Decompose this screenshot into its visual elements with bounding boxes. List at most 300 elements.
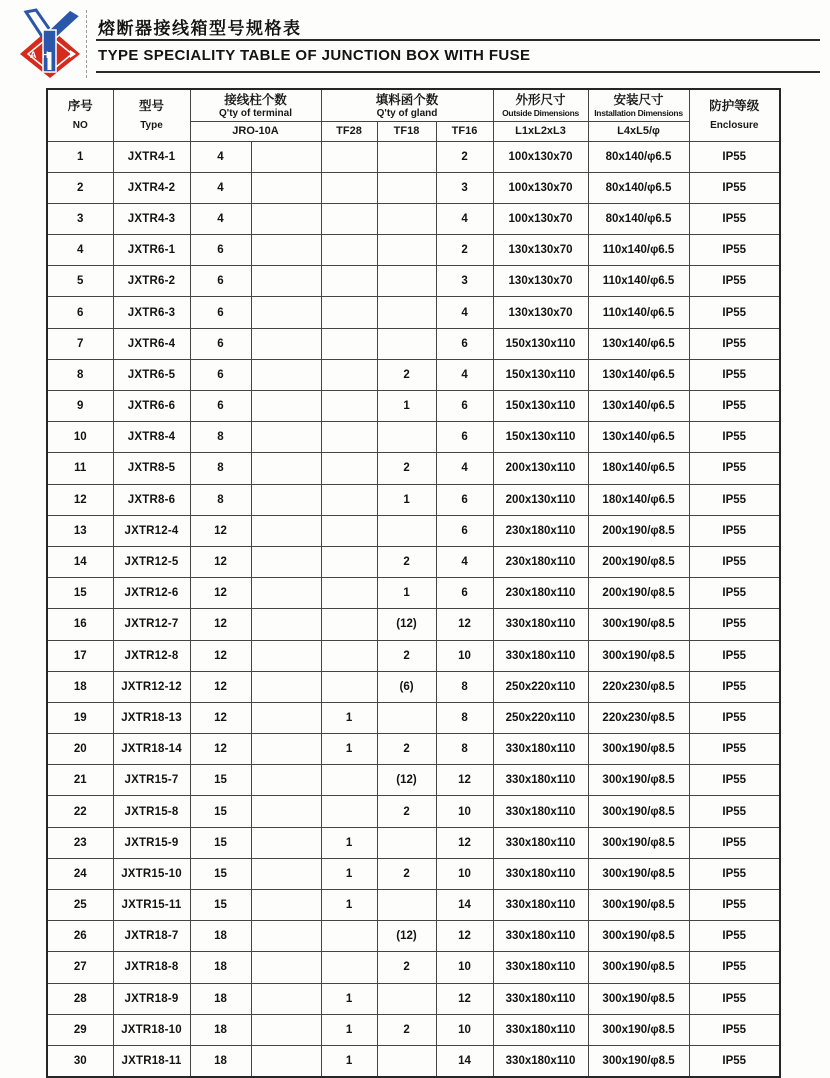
- cell-tf18: 1: [377, 484, 436, 515]
- cell-terminal: 4: [190, 172, 251, 203]
- cell-type: JXTR15-10: [113, 858, 190, 889]
- cell-enclosure: IP55: [689, 422, 780, 453]
- cell-no: 10: [47, 422, 113, 453]
- cell-tf28: [321, 484, 377, 515]
- cell-no: 6: [47, 297, 113, 328]
- cell-terminal: 15: [190, 858, 251, 889]
- cell-install-dim: 300x190/φ8.5: [588, 1045, 689, 1077]
- cell-tf16: 2: [436, 235, 493, 266]
- cell-terminal: 18: [190, 1045, 251, 1077]
- cell-tf16: 14: [436, 890, 493, 921]
- title-rule-top: [96, 39, 820, 41]
- cell-outside-dim: 330x180x110: [493, 640, 588, 671]
- header-terminal: [190, 89, 321, 121]
- cell-no: 17: [47, 640, 113, 671]
- header-enclosure-zh: 防护等级: [709, 98, 760, 113]
- header-terminal-sub: JRO-10A: [190, 121, 321, 141]
- header-terminal-en: Q'ty of terminal: [219, 107, 292, 119]
- cell-type: JXTR8-5: [113, 453, 190, 484]
- cell-tf28: [321, 578, 377, 609]
- cell-install-dim: 300x190/φ8.5: [588, 640, 689, 671]
- cell-enclosure: IP55: [689, 235, 780, 266]
- cell-type: JXTR18-9: [113, 983, 190, 1014]
- cell-terminal-b: [251, 515, 321, 546]
- cell-outside-dim: 150x130x110: [493, 359, 588, 390]
- cell-tf28: [321, 546, 377, 577]
- cell-tf28: [321, 359, 377, 390]
- table-row: [47, 1014, 780, 1045]
- cell-tf28: [321, 640, 377, 671]
- cell-type: JXTR18-11: [113, 1045, 190, 1077]
- cell-type: JXTR6-3: [113, 297, 190, 328]
- cell-tf18: [377, 827, 436, 858]
- table-row: [47, 983, 780, 1014]
- cell-terminal: 6: [190, 359, 251, 390]
- cell-terminal: 6: [190, 328, 251, 359]
- cell-outside-dim: 330x180x110: [493, 734, 588, 765]
- cell-terminal: 4: [190, 141, 251, 172]
- svg-text:H: H: [42, 50, 49, 60]
- page-title-zh: 熔断器接线箱型号规格表: [98, 19, 302, 38]
- cell-terminal: 6: [190, 235, 251, 266]
- cell-tf16: 12: [436, 827, 493, 858]
- cell-enclosure: IP55: [689, 734, 780, 765]
- cell-tf28: 1: [321, 734, 377, 765]
- cell-install-dim: 300x190/φ8.5: [588, 827, 689, 858]
- table-row: [47, 952, 780, 983]
- table-row: [47, 765, 780, 796]
- cell-tf18: [377, 172, 436, 203]
- cell-terminal-b: [251, 640, 321, 671]
- cell-terminal: 15: [190, 796, 251, 827]
- cell-terminal-b: [251, 266, 321, 297]
- table-row: [47, 609, 780, 640]
- cell-enclosure: IP55: [689, 359, 780, 390]
- cell-tf18: 2: [377, 1014, 436, 1045]
- header-dashed-divider: [86, 10, 87, 78]
- cell-terminal-b: [251, 983, 321, 1014]
- cell-tf16: 6: [436, 391, 493, 422]
- cell-terminal-b: [251, 391, 321, 422]
- cell-tf18: 2: [377, 734, 436, 765]
- header-gland-zh: 填料函个数: [375, 92, 439, 107]
- cell-install-dim: 80x140/φ6.5: [588, 203, 689, 234]
- table-row: [47, 359, 780, 390]
- cell-enclosure: IP55: [689, 827, 780, 858]
- cell-terminal-b: [251, 858, 321, 889]
- cell-type: JXTR6-1: [113, 235, 190, 266]
- cell-terminal: 6: [190, 391, 251, 422]
- table-row: [47, 172, 780, 203]
- cell-tf18: [377, 983, 436, 1014]
- cell-terminal: 4: [190, 203, 251, 234]
- header-no: [47, 89, 113, 141]
- cell-tf16: 10: [436, 796, 493, 827]
- cell-tf28: 1: [321, 1014, 377, 1045]
- cell-terminal: 12: [190, 609, 251, 640]
- cell-terminal: 12: [190, 734, 251, 765]
- cell-tf16: 3: [436, 172, 493, 203]
- cell-install-dim: 300x190/φ8.5: [588, 890, 689, 921]
- cell-tf18: 2: [377, 952, 436, 983]
- cell-tf16: 12: [436, 609, 493, 640]
- cell-outside-dim: 250x220x110: [493, 671, 588, 702]
- header-gland: [321, 89, 493, 121]
- cell-outside-dim: 130x130x70: [493, 297, 588, 328]
- cell-no: 24: [47, 858, 113, 889]
- cell-no: 4: [47, 235, 113, 266]
- cell-enclosure: IP55: [689, 1014, 780, 1045]
- table-row: [47, 921, 780, 952]
- cell-tf18: [377, 141, 436, 172]
- cell-tf28: [321, 297, 377, 328]
- cell-outside-dim: 230x180x110: [493, 515, 588, 546]
- table-row: [47, 328, 780, 359]
- cell-install-dim: 300x190/φ8.5: [588, 765, 689, 796]
- table-row: [47, 484, 780, 515]
- table-row: [47, 515, 780, 546]
- cell-type: JXTR12-7: [113, 609, 190, 640]
- cell-install-dim: 300x190/φ8.5: [588, 796, 689, 827]
- cell-tf28: 1: [321, 890, 377, 921]
- cell-outside-dim: 330x180x110: [493, 858, 588, 889]
- cell-enclosure: IP55: [689, 702, 780, 733]
- cell-enclosure: IP55: [689, 546, 780, 577]
- table-row: [47, 671, 780, 702]
- cell-type: JXTR8-6: [113, 484, 190, 515]
- cell-terminal: 12: [190, 546, 251, 577]
- cell-no: 5: [47, 266, 113, 297]
- cell-tf28: [321, 796, 377, 827]
- cell-enclosure: IP55: [689, 141, 780, 172]
- table-row: [47, 546, 780, 577]
- table-row: [47, 796, 780, 827]
- cell-tf28: 1: [321, 983, 377, 1014]
- cell-tf16: 8: [436, 734, 493, 765]
- cell-tf16: 4: [436, 297, 493, 328]
- cell-enclosure: IP55: [689, 858, 780, 889]
- cell-tf28: [321, 453, 377, 484]
- cell-outside-dim: 200x130x110: [493, 453, 588, 484]
- table-row: [47, 827, 780, 858]
- cell-install-dim: 130x140/φ6.5: [588, 328, 689, 359]
- cell-tf18: 2: [377, 858, 436, 889]
- cell-no: 9: [47, 391, 113, 422]
- cell-tf18: (6): [377, 671, 436, 702]
- cell-tf28: [321, 391, 377, 422]
- header-gland-en: Q'ty of gland: [376, 107, 438, 119]
- header-gland-sub-tf16: TF16: [436, 121, 493, 141]
- cell-no: 11: [47, 453, 113, 484]
- cell-install-dim: 300x190/φ8.5: [588, 734, 689, 765]
- cell-terminal: 15: [190, 765, 251, 796]
- cell-tf28: [321, 765, 377, 796]
- cell-tf16: 4: [436, 546, 493, 577]
- cell-install-dim: 300x190/φ8.5: [588, 952, 689, 983]
- cell-type: JXTR6-5: [113, 359, 190, 390]
- header-type: [113, 89, 190, 141]
- cell-outside-dim: 130x130x70: [493, 235, 588, 266]
- cell-type: JXTR12-5: [113, 546, 190, 577]
- cell-tf16: 10: [436, 952, 493, 983]
- cell-tf18: 1: [377, 578, 436, 609]
- cell-outside-dim: 330x180x110: [493, 921, 588, 952]
- cell-no: 28: [47, 983, 113, 1014]
- header-outside-sub: L1xL2xL3: [493, 121, 588, 141]
- cell-terminal-b: [251, 1045, 321, 1077]
- header-outside-zh: 外形尺寸: [515, 93, 566, 108]
- cell-tf28: 1: [321, 1045, 377, 1077]
- cell-install-dim: 220x230/φ8.5: [588, 671, 689, 702]
- cell-install-dim: 110x140/φ6.5: [588, 266, 689, 297]
- header-no-en: NO: [72, 119, 88, 131]
- table-body: [47, 141, 780, 1077]
- cell-terminal-b: [251, 484, 321, 515]
- cell-terminal-b: [251, 890, 321, 921]
- header-no-zh: 序号: [67, 98, 93, 113]
- cell-terminal-b: [251, 141, 321, 172]
- header-type-en: Type: [140, 119, 163, 131]
- cell-no: 23: [47, 827, 113, 858]
- cell-install-dim: 130x140/φ6.5: [588, 422, 689, 453]
- cell-outside-dim: 330x180x110: [493, 765, 588, 796]
- cell-outside-dim: 330x180x110: [493, 796, 588, 827]
- cell-terminal-b: [251, 827, 321, 858]
- cell-no: 26: [47, 921, 113, 952]
- cell-tf16: 12: [436, 765, 493, 796]
- cell-terminal: 12: [190, 671, 251, 702]
- cell-outside-dim: 100x130x70: [493, 172, 588, 203]
- cell-tf28: [321, 235, 377, 266]
- cell-enclosure: IP55: [689, 578, 780, 609]
- cell-type: JXTR6-4: [113, 328, 190, 359]
- cell-enclosure: IP55: [689, 1045, 780, 1077]
- cell-enclosure: IP55: [689, 890, 780, 921]
- cell-enclosure: IP55: [689, 297, 780, 328]
- cell-tf18: [377, 328, 436, 359]
- header-install: [588, 89, 689, 121]
- cell-terminal-b: [251, 359, 321, 390]
- cell-tf16: 4: [436, 203, 493, 234]
- cell-install-dim: 110x140/φ6.5: [588, 297, 689, 328]
- cell-tf18: (12): [377, 609, 436, 640]
- cell-outside-dim: 100x130x70: [493, 141, 588, 172]
- cell-type: JXTR12-8: [113, 640, 190, 671]
- cell-enclosure: IP55: [689, 203, 780, 234]
- cell-outside-dim: 230x180x110: [493, 546, 588, 577]
- cell-terminal-b: [251, 702, 321, 733]
- cell-install-dim: 130x140/φ6.5: [588, 391, 689, 422]
- cell-terminal-b: [251, 546, 321, 577]
- cell-install-dim: 180x140/φ6.5: [588, 484, 689, 515]
- cell-tf28: [321, 921, 377, 952]
- cell-tf16: 2: [436, 141, 493, 172]
- cell-terminal: 8: [190, 422, 251, 453]
- header-enclosure: [689, 89, 780, 141]
- header-gland-sub-tf18: TF18: [377, 121, 436, 141]
- cell-tf18: 2: [377, 640, 436, 671]
- cell-no: 2: [47, 172, 113, 203]
- cell-install-dim: 300x190/φ8.5: [588, 1014, 689, 1045]
- cell-type: JXTR12-6: [113, 578, 190, 609]
- cell-enclosure: IP55: [689, 796, 780, 827]
- table-row: [47, 453, 780, 484]
- cell-no: 16: [47, 609, 113, 640]
- cell-outside-dim: 330x180x110: [493, 1045, 588, 1077]
- cell-install-dim: 300x190/φ8.5: [588, 858, 689, 889]
- cell-terminal: 18: [190, 921, 251, 952]
- table-row: [47, 422, 780, 453]
- header-install-zh: 安装尺寸: [613, 93, 664, 108]
- cell-terminal-b: [251, 297, 321, 328]
- cell-type: JXTR18-10: [113, 1014, 190, 1045]
- table-row: [47, 578, 780, 609]
- cell-no: 20: [47, 734, 113, 765]
- cell-tf28: [321, 266, 377, 297]
- cell-install-dim: 80x140/φ6.5: [588, 172, 689, 203]
- cell-install-dim: 220x230/φ8.5: [588, 702, 689, 733]
- cell-tf16: 12: [436, 983, 493, 1014]
- cell-outside-dim: 330x180x110: [493, 983, 588, 1014]
- cell-tf28: 1: [321, 858, 377, 889]
- cell-terminal-b: [251, 422, 321, 453]
- cell-enclosure: IP55: [689, 640, 780, 671]
- header-outside-en: Outside Dimensions: [502, 108, 579, 119]
- cell-enclosure: IP55: [689, 515, 780, 546]
- cell-type: JXTR15-11: [113, 890, 190, 921]
- cell-enclosure: IP55: [689, 609, 780, 640]
- cell-no: 25: [47, 890, 113, 921]
- cell-type: JXTR4-3: [113, 203, 190, 234]
- cell-outside-dim: 100x130x70: [493, 203, 588, 234]
- cell-type: JXTR8-4: [113, 422, 190, 453]
- cell-tf18: 2: [377, 796, 436, 827]
- cell-terminal-b: [251, 203, 321, 234]
- table-row: [47, 266, 780, 297]
- cell-outside-dim: 200x130x110: [493, 484, 588, 515]
- cell-tf16: 4: [436, 359, 493, 390]
- cell-type: JXTR15-9: [113, 827, 190, 858]
- table-row: [47, 1045, 780, 1077]
- cell-no: 19: [47, 702, 113, 733]
- cell-outside-dim: 150x130x110: [493, 391, 588, 422]
- cell-terminal: 6: [190, 297, 251, 328]
- cell-tf18: [377, 422, 436, 453]
- cell-tf18: (12): [377, 921, 436, 952]
- cell-terminal: 12: [190, 578, 251, 609]
- cell-terminal-b: [251, 796, 321, 827]
- cell-outside-dim: 250x220x110: [493, 702, 588, 733]
- cell-tf28: [321, 952, 377, 983]
- table-row: [47, 734, 780, 765]
- cell-tf18: [377, 890, 436, 921]
- cell-enclosure: IP55: [689, 484, 780, 515]
- header-type-zh: 型号: [138, 98, 164, 113]
- cell-no: 29: [47, 1014, 113, 1045]
- spec-table: [46, 88, 781, 1078]
- cell-tf16: 12: [436, 921, 493, 952]
- cell-terminal: 18: [190, 983, 251, 1014]
- cell-outside-dim: 330x180x110: [493, 609, 588, 640]
- cell-terminal-b: [251, 1014, 321, 1045]
- cell-tf18: [377, 203, 436, 234]
- cell-tf16: 14: [436, 1045, 493, 1077]
- cell-enclosure: IP55: [689, 266, 780, 297]
- cell-tf18: [377, 235, 436, 266]
- cell-outside-dim: 150x130x110: [493, 328, 588, 359]
- cell-no: 13: [47, 515, 113, 546]
- cell-terminal-b: [251, 453, 321, 484]
- table-row: [47, 297, 780, 328]
- cell-tf28: [321, 203, 377, 234]
- cell-type: JXTR12-12: [113, 671, 190, 702]
- cell-type: JXTR18-8: [113, 952, 190, 983]
- cell-tf18: [377, 266, 436, 297]
- cell-install-dim: 200x190/φ8.5: [588, 578, 689, 609]
- cell-install-dim: 80x140/φ6.5: [588, 141, 689, 172]
- cell-type: JXTR15-7: [113, 765, 190, 796]
- cell-install-dim: 200x190/φ8.5: [588, 515, 689, 546]
- cell-terminal-b: [251, 952, 321, 983]
- cell-enclosure: IP55: [689, 921, 780, 952]
- cell-terminal-b: [251, 578, 321, 609]
- cell-terminal-b: [251, 328, 321, 359]
- cell-install-dim: 300x190/φ8.5: [588, 983, 689, 1014]
- cell-outside-dim: 330x180x110: [493, 952, 588, 983]
- cell-terminal: 18: [190, 1014, 251, 1045]
- header-terminal-zh: 接线柱个数: [224, 92, 287, 107]
- cell-no: 1: [47, 141, 113, 172]
- cell-terminal-b: [251, 921, 321, 952]
- cell-terminal: 12: [190, 640, 251, 671]
- cell-tf16: 6: [436, 422, 493, 453]
- cell-tf16: 6: [436, 484, 493, 515]
- cell-tf16: 6: [436, 578, 493, 609]
- company-logo-icon: [12, 6, 84, 78]
- cell-outside-dim: 330x180x110: [493, 827, 588, 858]
- cell-install-dim: 180x140/φ6.5: [588, 453, 689, 484]
- header-enclosure-en: Enclosure: [710, 119, 759, 131]
- cell-terminal: 12: [190, 702, 251, 733]
- cell-enclosure: IP55: [689, 172, 780, 203]
- cell-tf16: 10: [436, 858, 493, 889]
- cell-tf18: 2: [377, 546, 436, 577]
- cell-no: 12: [47, 484, 113, 515]
- cell-tf28: [321, 515, 377, 546]
- cell-terminal: 18: [190, 952, 251, 983]
- cell-tf16: 10: [436, 640, 493, 671]
- cell-tf16: 6: [436, 328, 493, 359]
- cell-tf18: 2: [377, 359, 436, 390]
- table-row: [47, 391, 780, 422]
- cell-type: JXTR15-8: [113, 796, 190, 827]
- cell-outside-dim: 130x130x70: [493, 266, 588, 297]
- cell-tf16: 8: [436, 671, 493, 702]
- cell-tf16: 4: [436, 453, 493, 484]
- table-row: [47, 203, 780, 234]
- cell-tf18: [377, 1045, 436, 1077]
- cell-terminal-b: [251, 609, 321, 640]
- cell-terminal-b: [251, 734, 321, 765]
- cell-no: 14: [47, 546, 113, 577]
- cell-terminal: 12: [190, 515, 251, 546]
- cell-type: JXTR18-13: [113, 702, 190, 733]
- cell-tf16: 3: [436, 266, 493, 297]
- cell-enclosure: IP55: [689, 671, 780, 702]
- cell-install-dim: 200x190/φ8.5: [588, 546, 689, 577]
- cell-tf28: [321, 422, 377, 453]
- cell-enclosure: IP55: [689, 952, 780, 983]
